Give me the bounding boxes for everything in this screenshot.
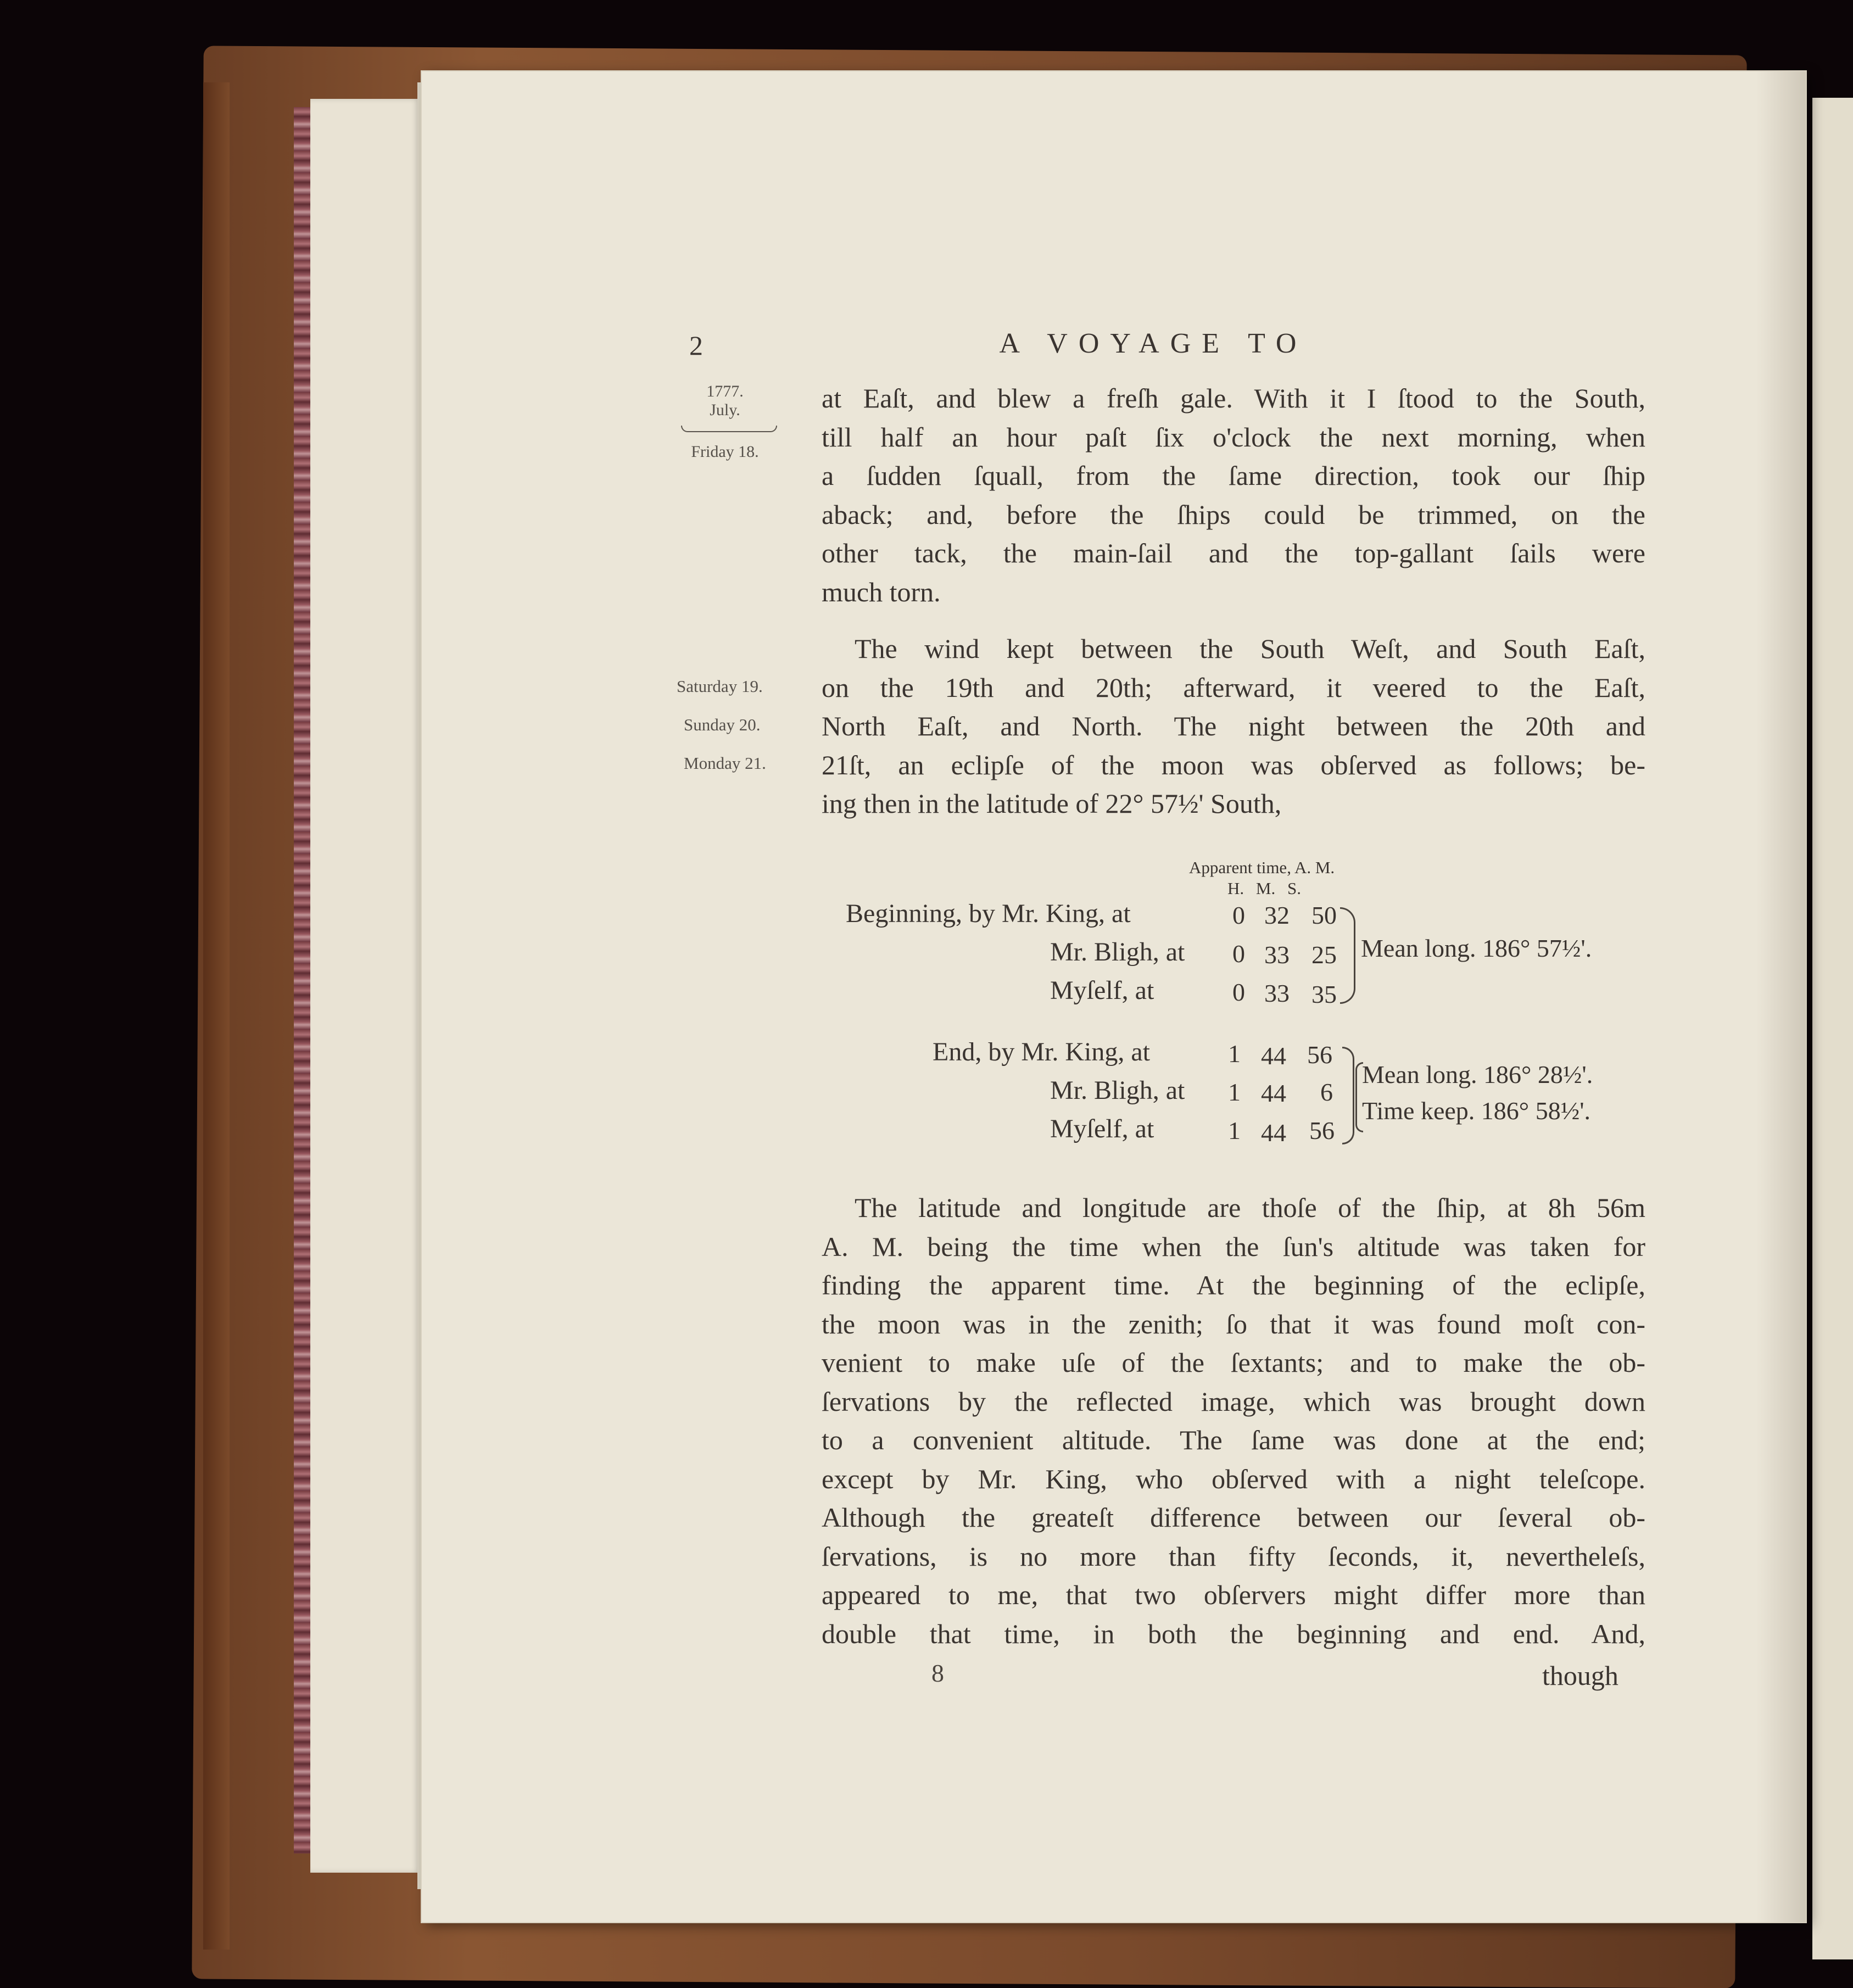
- margin-note-saturday: Saturday 19.: [677, 677, 763, 696]
- result-beginning: Mean long. 186° 57½'.: [1361, 934, 1592, 962]
- obs-hours: 0: [1232, 978, 1245, 1006]
- brace-beginning: [1340, 907, 1355, 1004]
- text-line: The latitude and longitude are thoſe of the ſhip, at 8h 56m: [855, 1192, 1645, 1223]
- margin-note-year: 1777.: [706, 382, 744, 400]
- obs-minutes: 33: [1264, 979, 1290, 1007]
- text-line: North Eaſt, and North. The night between the 20th and: [822, 711, 1645, 741]
- table-units: H. M. S.: [1227, 879, 1301, 898]
- text-line: to a convenient altitude. The ſame was done at the end;: [822, 1425, 1645, 1455]
- text-line: venient to make uſe of the ſextants; and to make the ob-: [822, 1347, 1645, 1378]
- obs-hours: 1: [1228, 1040, 1241, 1068]
- obs-seconds: 35: [1311, 980, 1337, 1008]
- text-line: finding the apparent time. At the beginning of the eclipſe,: [822, 1270, 1645, 1300]
- obs-minutes: 44: [1261, 1119, 1286, 1147]
- paragraph-1: [822, 379, 1645, 611]
- text-line: double that time, in both the beginning and end. And,: [822, 1618, 1645, 1649]
- obs-label: Myſelf, at: [1050, 1114, 1154, 1143]
- paragraph-3: [822, 1188, 1645, 1653]
- obs-minutes: 32: [1264, 901, 1290, 929]
- obs-label: Mr. Bligh, at: [1050, 1076, 1185, 1105]
- text-line: appeared to me, that two obſervers might differ more than: [822, 1579, 1645, 1610]
- text-line: other tack, the main-ſail and the top-gallant ſails were: [822, 538, 1645, 568]
- text-line: except by Mr. King, who obſerved with a night teleſcope.: [822, 1463, 1645, 1494]
- text-line: Although the greateſt difference between our ſeveral ob-: [822, 1502, 1645, 1533]
- text-line: much torn.: [822, 576, 941, 607]
- text-line: A. M. being the time when the ſun's altitude was taken for: [822, 1231, 1645, 1262]
- text-line: the moon was in the zenith; ſo that it was found moſt con-: [822, 1308, 1645, 1339]
- page-number: 2: [689, 330, 703, 361]
- text-line: ſervations by the reflected image, which was brought down: [822, 1386, 1645, 1417]
- text-line: on the 19th and 20th; afterward, it veered to the Eaſt,: [822, 672, 1645, 703]
- text-line: 21ſt, an eclipſe of the moon was obſerved as follows; be-: [822, 749, 1645, 780]
- running-head-title: A VOYAGE TO: [999, 328, 1308, 359]
- margin-note-month: July.: [710, 401, 740, 419]
- obs-minutes: 44: [1261, 1042, 1286, 1070]
- obs-seconds: 25: [1311, 941, 1337, 969]
- text-line: at Eaſt, and blew a freſh gale. With it I ſtood to the South,: [822, 383, 1645, 414]
- obs-seconds: 56: [1307, 1041, 1332, 1069]
- text-line: a ſudden ſquall, from the ſame direction, took our ſhip: [822, 460, 1645, 491]
- signature-mark: 8: [931, 1659, 944, 1687]
- table-header: Apparent time, A. M.: [1189, 858, 1335, 877]
- cover-edge: [203, 82, 230, 1950]
- margin-note-monday: Monday 21.: [684, 753, 766, 773]
- obs-minutes: 33: [1264, 941, 1290, 969]
- margin-note-friday: Friday 18.: [691, 443, 759, 461]
- obs-seconds: 50: [1311, 901, 1337, 929]
- text-line: The wind kept between the South Weſt, and South Eaſt,: [855, 633, 1645, 664]
- obs-hours: 1: [1228, 1116, 1241, 1144]
- underlying-leaf: [310, 99, 420, 1873]
- result-end-mean: Mean long. 186° 28½'.: [1362, 1060, 1593, 1088]
- obs-hours: 0: [1232, 940, 1245, 968]
- obs-seconds: 56: [1309, 1116, 1335, 1144]
- obs-hours: 0: [1232, 901, 1245, 929]
- obs-hours: 1: [1228, 1078, 1241, 1106]
- text-line: ing then in the latitude of 22° 57½' South,: [822, 788, 1282, 819]
- obs-label: Beginning, by Mr. King, at: [846, 899, 1131, 928]
- obs-label: Mr. Bligh, at: [1050, 937, 1185, 967]
- text-line: aback; and, before the ſhips could be trimmed, on the: [822, 499, 1645, 530]
- brace-end: [1342, 1047, 1354, 1144]
- text-line: ſervations, is no more than fifty ſeconds, it, nevertheleſs,: [822, 1540, 1645, 1572]
- catchword: though: [1542, 1660, 1618, 1691]
- marbled-endpaper: [294, 107, 310, 1853]
- result-end-time-keeper: Time keep. 186° 58½'.: [1362, 1097, 1590, 1125]
- next-page-edge: [1812, 98, 1853, 1959]
- text-line: till half an hour paſt ſix o'clock the next morning, when: [822, 421, 1645, 453]
- obs-label: Myſelf, at: [1050, 976, 1154, 1005]
- margin-brace: [681, 426, 777, 432]
- paragraph-2: [822, 629, 1645, 823]
- obs-label: End, by Mr. King, at: [933, 1037, 1150, 1066]
- margin-note-sunday: Sunday 20.: [684, 715, 761, 734]
- obs-minutes: 44: [1261, 1079, 1286, 1107]
- obs-seconds: 6: [1320, 1078, 1333, 1106]
